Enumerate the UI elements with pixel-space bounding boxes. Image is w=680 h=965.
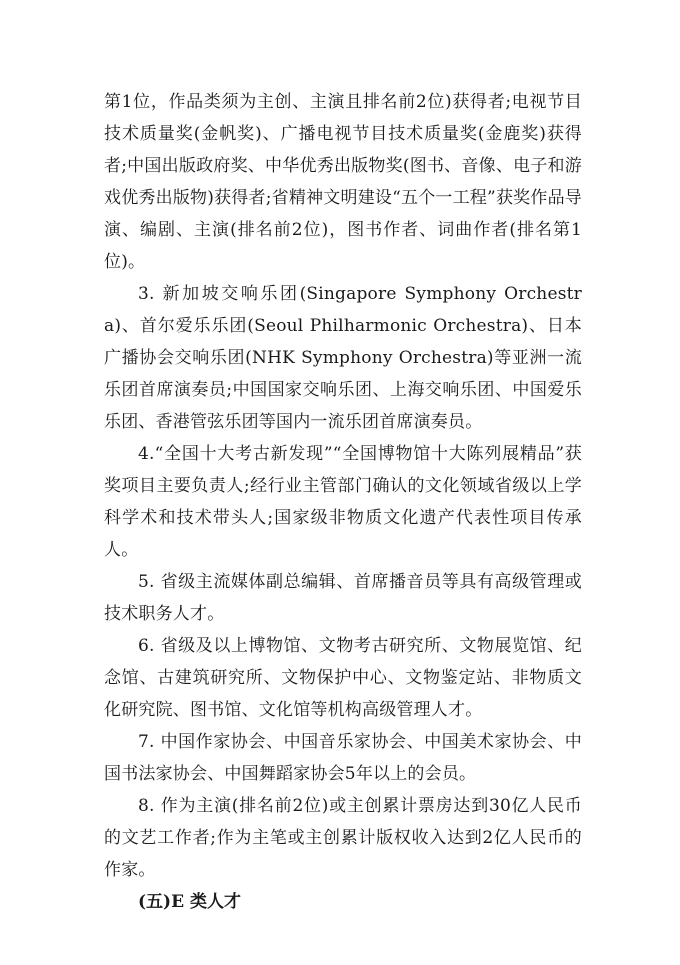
paragraph-item-4: 4.“全国十大考古新发现”“全国博物馆十大陈列展精品”获奖项目主要负责人;经行业主管部门确认的文化领域省级以上学科学术和技术带头人;国家级非物质文化遗产代表性项目传承人。 <box>104 444 582 560</box>
paragraph-item-6: 6. 省级及以上博物馆、文物考古研究所、文物展览馆、纪念馆、古建筑研究所、文物保护中心、文物鉴定站、非物质文化研究院、图书馆、文化馆等机构高级管理人才。 <box>104 636 582 720</box>
section-heading: (五)E 类人才 <box>138 892 241 912</box>
paragraph-item-5: 5. 省级主流媒体副总编辑、首席播音员等具有高级管理或技术职务人才。 <box>104 572 582 624</box>
paragraph-item-3: 3. 新加坡交响乐团(Singapore Symphony Orchestra)、首尔爱乐乐团(Seoul Philharmonic Orchestra)、日本广播协会交响乐团(NHK Symphony Orchestra)等亚洲一流乐团首席演奏员;中国国家交响乐团、上海交响乐团、中国爱乐乐团、香港管弦乐团等国内一流乐团首席演奏员。 <box>104 284 582 432</box>
paragraph-continuation: 第1位，作品类须为主创、主演且排名前2位)获得者;电视节目技术质量奖(金帆奖)、广播电视节目技术质量奖(金鹿奖)获得者;中国出版政府奖、中华优秀出版物奖(图书、音像、电子和游戏优秀出版物)获得者;省精神文明建设“五个一工程”获奖作品导演、编剧、主演(排名前2位)，图书作者、词曲作者(排名第1位)。 <box>104 92 582 272</box>
paragraph-item-8: 8. 作为主演(排名前2位)或主创累计票房达到30亿人民币的文艺工作者;作为主笔或主创累计版权收入达到2亿人民币的作家。 <box>104 796 582 880</box>
document-body <box>104 86 582 918</box>
paragraph-item-7: 7. 中国作家协会、中国音乐家协会、中国美术家协会、中国书法家协会、中国舞蹈家协会5年以上的会员。 <box>104 732 582 784</box>
